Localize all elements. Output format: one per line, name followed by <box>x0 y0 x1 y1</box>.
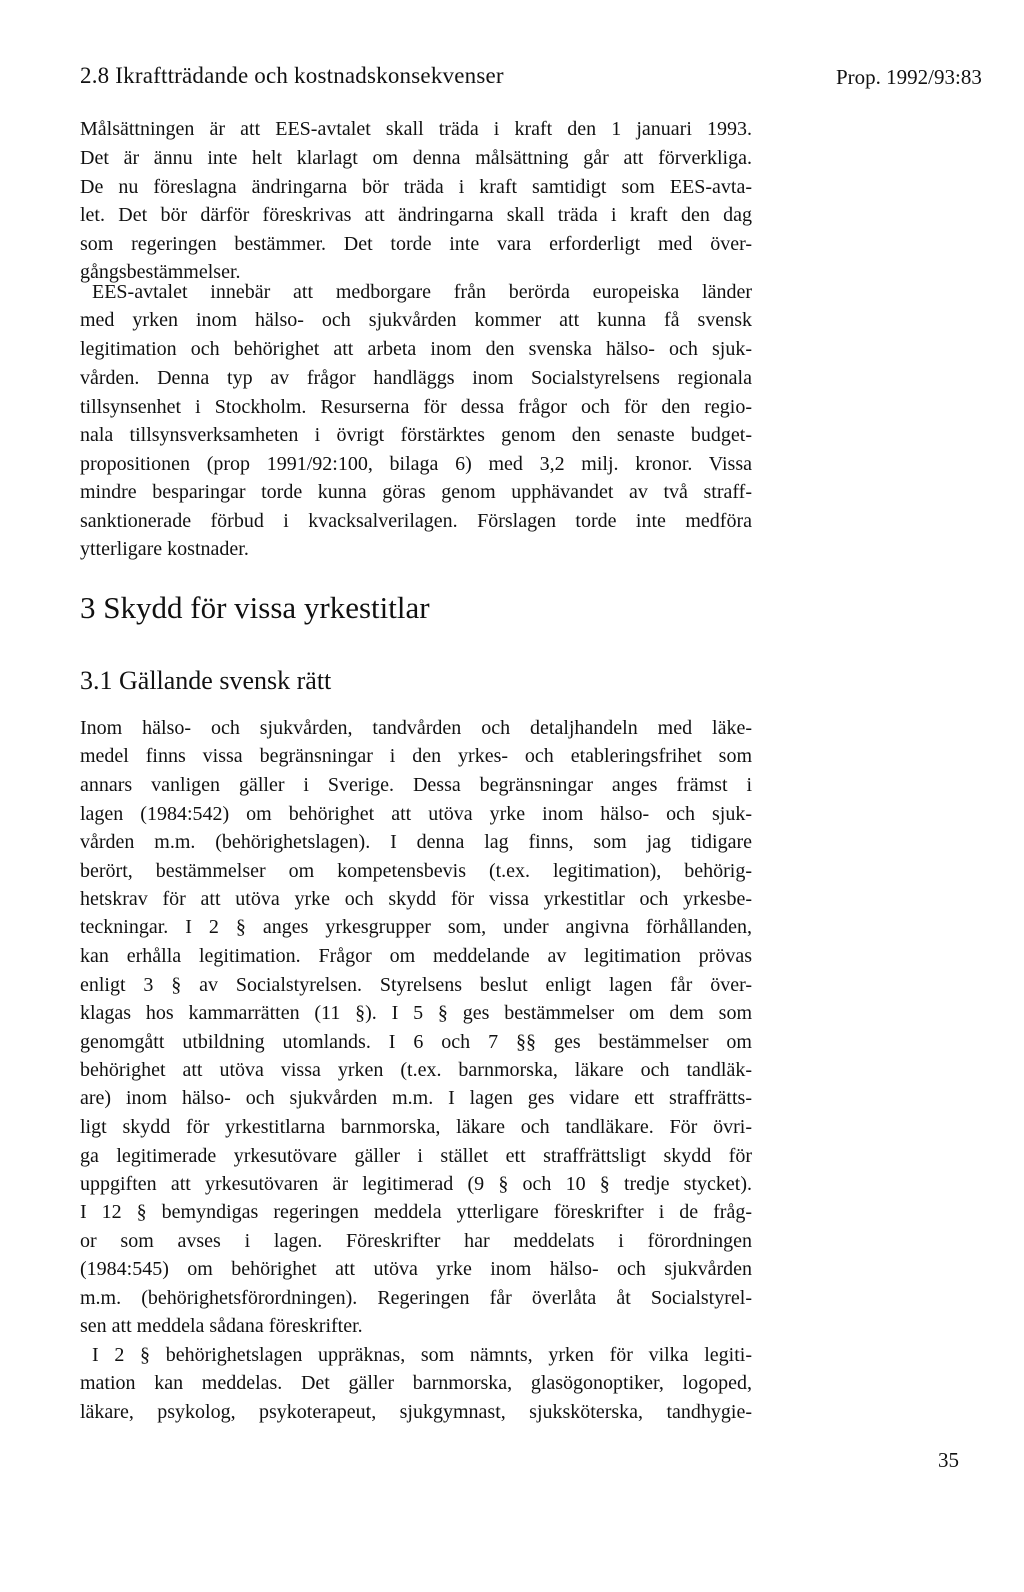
text-line: Målsättningen är att EES-avtalet skall träda i kraft den 1 januari 1993. <box>80 118 752 140</box>
text-line: klagas hos kammarrätten (11 §). I 5 § ges bestämmelser om dem som <box>80 1002 752 1024</box>
text-line: enligt 3 § av Socialstyrelsen. Styrelsens beslut enligt lagen får över- <box>80 974 752 996</box>
text-line: or som avses i lagen. Föreskrifter har meddelats i förordningen <box>80 1230 752 1252</box>
page-number: 35 <box>938 1448 959 1472</box>
text-line: teckningar. I 2 § anges yrkesgrupper som, under angivna förhållanden, <box>80 916 752 938</box>
text-line: ga legitimerade yrkesutövare gäller i stället ett straffrättsligt skydd för <box>80 1145 752 1167</box>
text-line: let. Det bör därför föreskrivas att ändringarna skall träda i kraft den dag <box>80 204 752 226</box>
text-line: vården m.m. (behörighetslagen). I denna lag finns, som jag tidigare <box>80 831 752 853</box>
section-heading: 3.1 Gällande svensk rätt <box>80 666 332 695</box>
text-line: are) inom hälso- och sjukvården m.m. I lagen ges vidare ett straffrätts- <box>80 1087 752 1109</box>
text-line: I 12 § bemyndigas regeringen meddela ytterligare föreskrifter i de fråg- <box>80 1201 752 1223</box>
text-line: sanktionerade förbud i kvacksalverilagen. Förslagen torde inte medföra <box>80 510 752 532</box>
text-line: ligt skydd för yrkestitlarna barnmorska, läkare och tandläkare. För övri- <box>80 1116 752 1138</box>
text-line: mindre besparingar torde kunna göras genom upphävandet av två straff- <box>80 481 752 503</box>
text-line: (1984:545) om behörighet att utöva yrke inom hälso- och sjukvården <box>80 1258 752 1280</box>
text-line: mation kan meddelas. Det gäller barnmorska, glasögonoptiker, logoped, <box>80 1372 752 1394</box>
text-line: EES-avtalet innebär att medborgare från berörda europeiska länder <box>92 281 752 303</box>
text-line: Inom hälso- och sjukvården, tandvården och detaljhandeln med läke- <box>80 717 752 739</box>
text-line: med yrken inom hälso- och sjukvården kommer att kunna få svensk <box>80 309 752 331</box>
running-header-section: 2.8 Ikraftträdande och kostnadskonsekvenser <box>80 63 504 88</box>
text-line: De nu föreslagna ändringarna bör träda i kraft samtidigt som EES-avta- <box>80 176 752 198</box>
text-line: I 2 § behörighetslagen uppräknas, som nämnts, yrken för vilka legiti- <box>92 1344 752 1366</box>
text-line: lagen (1984:542) om behörighet att utöva yrke inom hälso- och sjuk- <box>80 803 752 825</box>
text-line: Det är ännu inte helt klarlagt om denna målsättning går att förverkliga. <box>80 147 752 169</box>
text-line: medel finns vissa begränsningar i den yrkes- och etableringsfrihet som <box>80 745 752 767</box>
text-line: propositionen (prop 1991/92:100, bilaga 6) med 3,2 milj. kronor. Vissa <box>80 453 752 475</box>
text-line: nala tillsynsverksamheten i övrigt förstärktes genom den senaste budget- <box>80 424 752 446</box>
text-line: sen att meddela sådana föreskrifter. <box>80 1315 363 1337</box>
text-line: som regeringen bestämmer. Det torde inte vara erforderligt med över- <box>80 233 752 255</box>
text-line: läkare, psykolog, psykoterapeut, sjukgymnast, sjuksköterska, tandhygie- <box>80 1401 752 1423</box>
text-line: hetskrav för att utöva yrke och skydd för vissa yrkestitlar och yrkesbe- <box>80 888 752 910</box>
text-line: behörighet att utöva vissa yrken (t.ex. barnmorska, läkare och tandläk- <box>80 1059 752 1081</box>
text-line: kan erhålla legitimation. Frågor om meddelande av legitimation prövas <box>80 945 752 967</box>
text-line: annars vanligen gäller i Sverige. Dessa begränsningar anges främst i <box>80 774 752 796</box>
text-line: legitimation och behörighet att arbeta inom den svenska hälso- och sjuk- <box>80 338 752 360</box>
text-line: genomgått utbildning utomlands. I 6 och 7 §§ ges bestämmelser om <box>80 1031 752 1053</box>
text-line: vården. Denna typ av frågor handläggs inom Socialstyrelsens regionala <box>80 367 752 389</box>
text-line: ytterligare kostnader. <box>80 538 249 560</box>
text-line: berört, bestämmelser om kompetensbevis (t.ex. legitimation), behörig- <box>80 860 752 882</box>
text-line: uppgiften att yrkesutövaren är legitimerad (9 § och 10 § tredje stycket). <box>80 1173 752 1195</box>
text-line: tillsynsenhet i Stockholm. Resurserna för dessa frågor och för den regio- <box>80 396 752 418</box>
text-line: m.m. (behörighetsförordningen). Regeringen får överlåta åt Socialstyrel- <box>80 1287 752 1309</box>
chapter-heading: 3 Skydd för vissa yrkestitlar <box>80 590 430 625</box>
text-line: gångsbestämmelser. <box>80 261 241 283</box>
running-header-proposition: Prop. 1992/93:83 <box>836 65 982 89</box>
